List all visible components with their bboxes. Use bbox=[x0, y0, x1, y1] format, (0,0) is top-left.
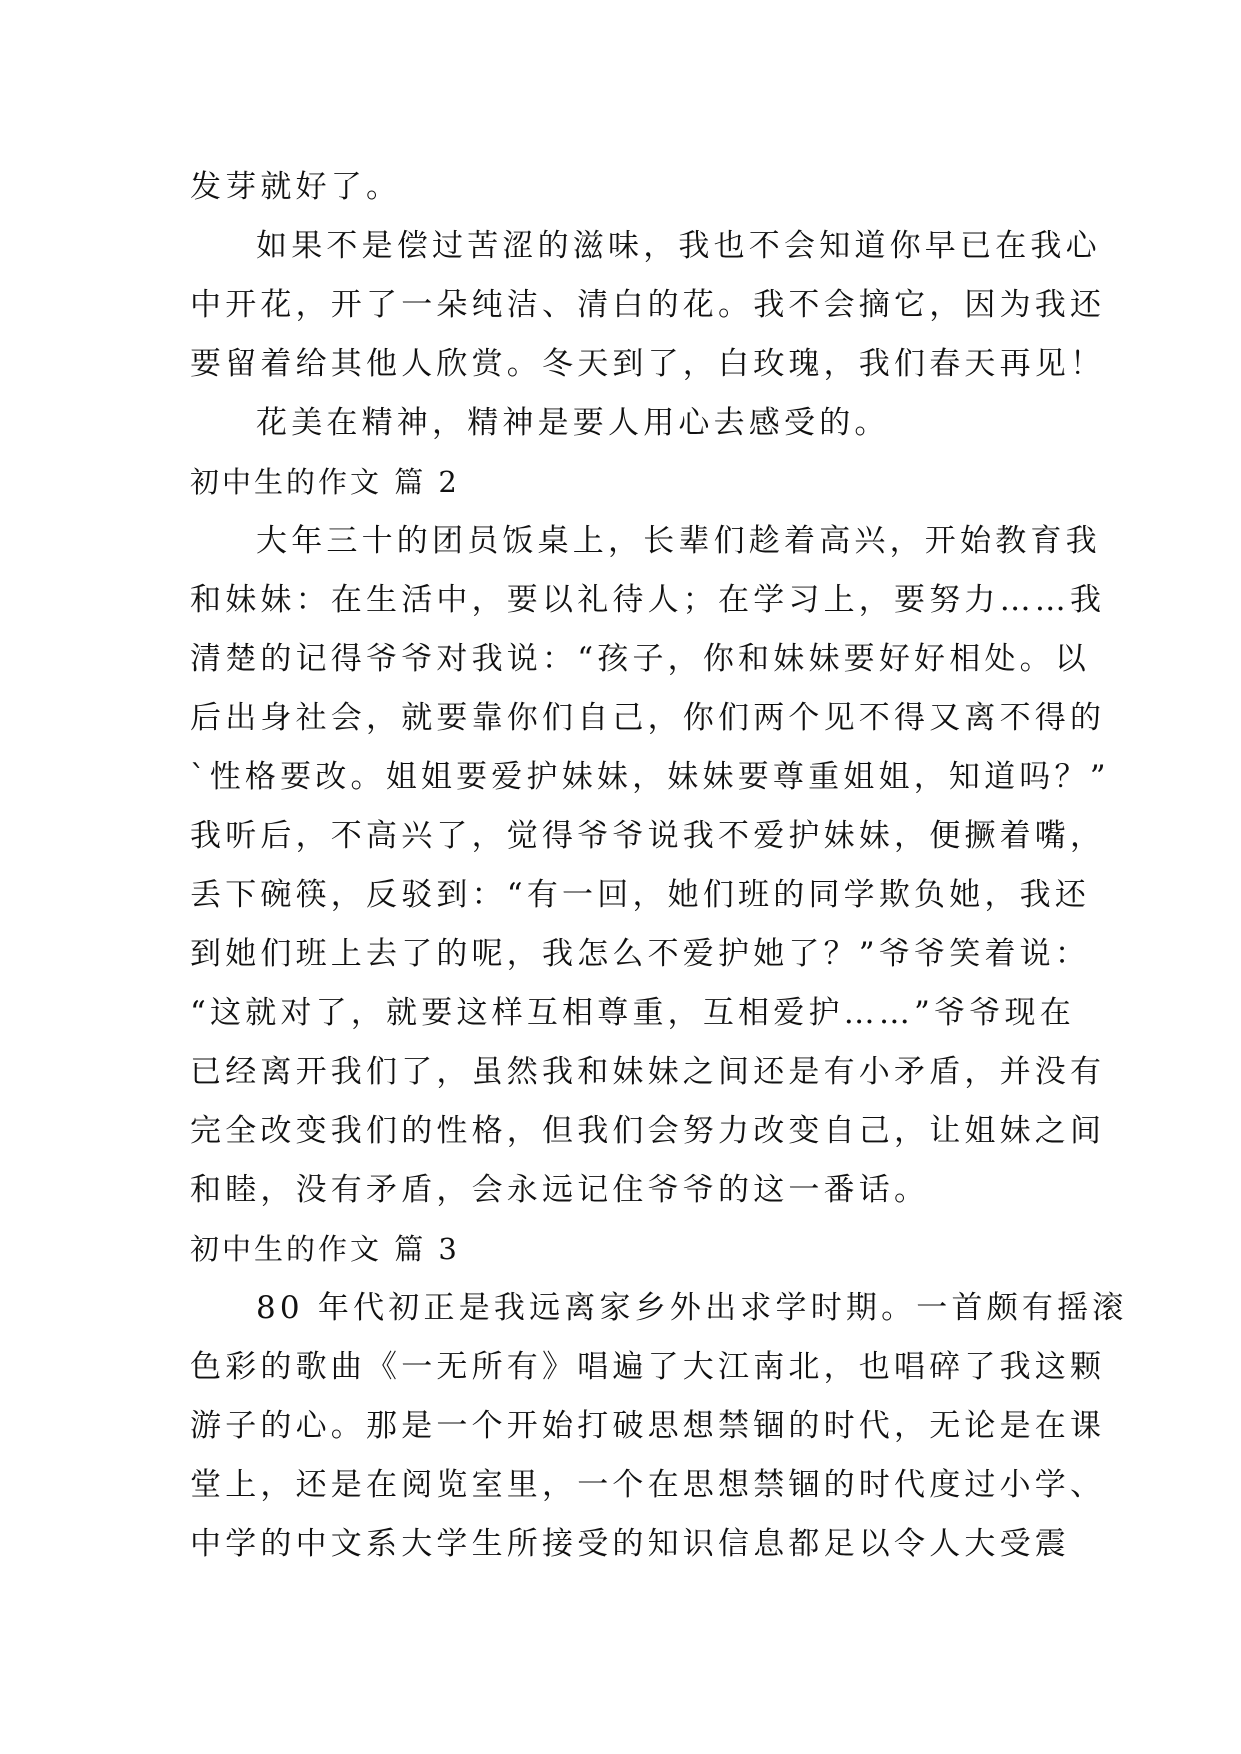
text-line: 堂上，还是在阅览室里，一个在思想禁锢的时代度过小学、 bbox=[190, 1467, 1106, 1503]
text-line: 如果不是偿过苦涩的滋味，我也不会知道你早已在我心 bbox=[256, 228, 1101, 264]
document-page bbox=[190, 158, 1128, 1574]
section-heading-3: 初中生的作文 篇 3 bbox=[190, 1232, 460, 1266]
text-line: 后出身社会，就要靠你们自己，你们两个见不得又离不得的 bbox=[190, 700, 1106, 736]
text-line: 中开花，开了一朵纯洁、清白的花。我不会摘它，因为我还 bbox=[190, 287, 1106, 323]
paragraph-flower-spirit bbox=[190, 394, 1050, 453]
text-line: 要留着给其他人欣赏。冬天到了，白玫瑰，我们春天再见！ bbox=[190, 346, 1106, 382]
text-line: 80 年代初正是我远离家乡外出求学时期。一首颇有摇滚 bbox=[256, 1290, 1128, 1326]
text-line: 游子的心。那是一个开始打破思想禁锢的时代，无论是在课 bbox=[190, 1408, 1106, 1444]
text-line: 我听后，不高兴了，觉得爷爷说我不爱护妹妹，便撅着嘴， bbox=[190, 818, 1106, 854]
paragraph-continuation bbox=[190, 158, 1050, 217]
text-line: 丢下碗筷，反驳到：“有一回，她们班的同学欺负她，我还 bbox=[190, 877, 1091, 913]
text-line: 和妹妹：在生活中，要以礼待人；在学习上，要努力……我 bbox=[190, 582, 1106, 618]
section-heading-2: 初中生的作文 篇 2 bbox=[190, 465, 460, 499]
text-line: 和睦，没有矛盾，会永远记住爷爷的这一番话。 bbox=[190, 1172, 930, 1208]
text-line: 色彩的歌曲《一无所有》唱遍了大江南北，也唱碎了我这颗 bbox=[190, 1349, 1106, 1385]
text-line: `性格要改。姐姐要爱护妹妹，妹妹要尊重姐姐，知道吗？” bbox=[190, 759, 1110, 795]
paragraph-grandpa bbox=[190, 512, 1110, 1220]
text-line: 完全改变我们的性格，但我们会努力改变自己，让姐妹之间 bbox=[190, 1113, 1106, 1149]
text-line: 大年三十的团员饭桌上，长辈们趁着高兴，开始教育我 bbox=[256, 523, 1101, 559]
text-line: “这就对了，就要这样互相尊重，互相爱护……”爷爷现在 bbox=[190, 995, 1075, 1031]
text-line: 到她们班上去了的呢，我怎么不爱护她了？”爷爷笑着说： bbox=[190, 936, 1091, 972]
text-line: 已经离开我们了，虽然我和妹妹之间还是有小矛盾，并没有 bbox=[190, 1054, 1106, 1090]
paragraph-eighties bbox=[190, 1279, 1128, 1574]
text-line: 发芽就好了。 bbox=[190, 169, 402, 205]
text-line: 花美在精神，精神是要人用心去感受的。 bbox=[256, 405, 890, 441]
text-line: 清楚的记得爷爷对我说：“孩子，你和妹妹要好好相处。以 bbox=[190, 641, 1091, 677]
paragraph-white-rose bbox=[190, 217, 1106, 394]
text-line: 中学的中文系大学生所接受的知识信息都足以令人大受震 bbox=[190, 1526, 1070, 1562]
